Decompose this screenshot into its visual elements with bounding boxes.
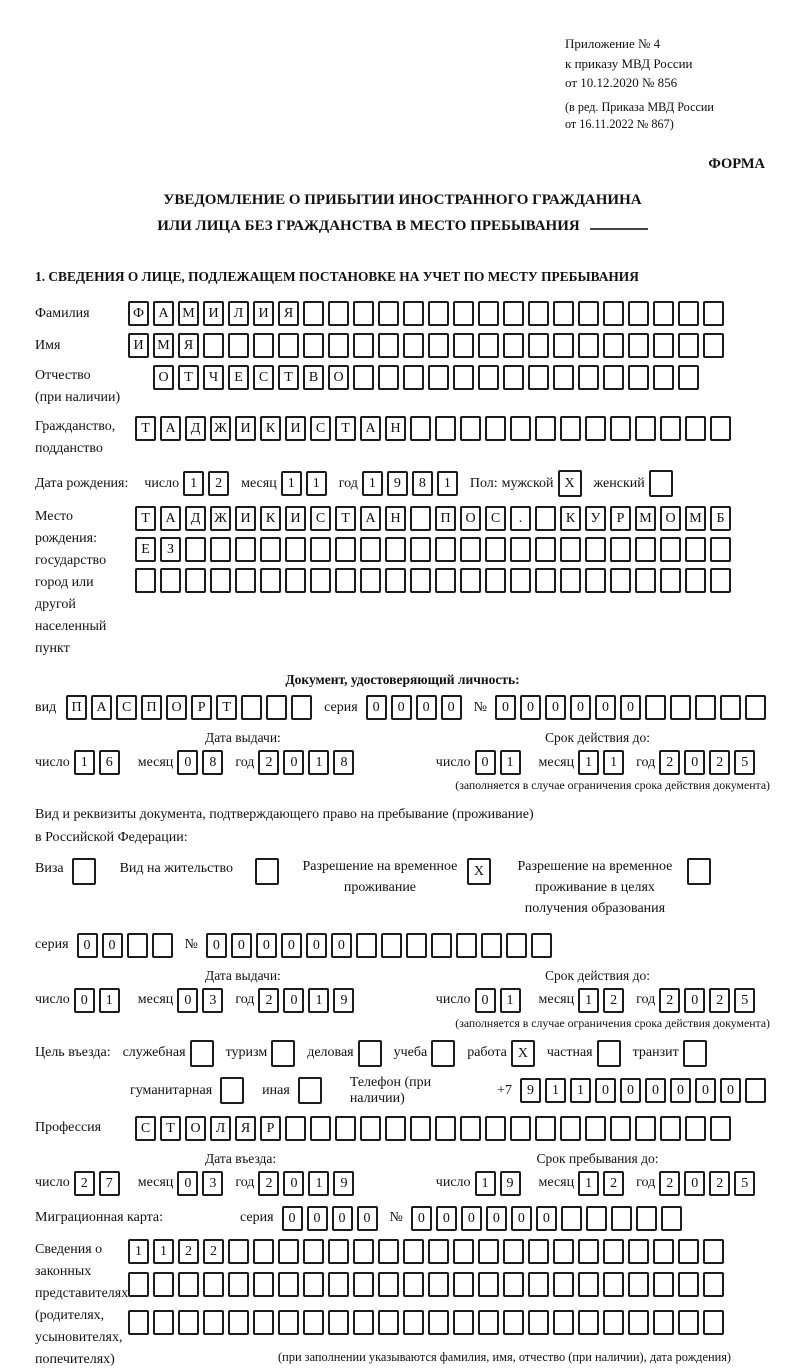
appendix-line: к приказу МВД России: [565, 55, 693, 71]
series-label: серия: [240, 1210, 274, 1226]
field-identity-doc: [35, 695, 770, 720]
option-temp-residence-education-checkbox[interactable]: [687, 858, 715, 885]
birth-place-cells-block: [135, 506, 770, 598]
sex-male-checkbox[interactable]: X: [558, 470, 586, 497]
month-label: месяц: [241, 475, 277, 491]
field-birth-date: [35, 470, 770, 497]
year-label: год: [636, 1175, 656, 1191]
legal-reps-row2[interactable]: [128, 1272, 728, 1297]
option-temp-residence-label: Разрешение на временное проживание: [302, 858, 458, 895]
year-label: год: [235, 1175, 255, 1191]
migration-card-series-cells[interactable]: 0 0 0 0: [282, 1206, 382, 1231]
option-visa-checkbox[interactable]: [72, 858, 100, 885]
legal-reps-footnote: (при заполнении указываются фамилия, имя, отчество (при наличии), дата рождения): [278, 1349, 732, 1364]
stay-doc-series-cells[interactable]: 0 0: [77, 933, 177, 958]
purpose-transit-checkbox[interactable]: [683, 1040, 711, 1067]
stay-doc-valid-day[interactable]: 0 1: [475, 988, 525, 1013]
sex-male-label: мужской: [501, 475, 554, 491]
sex-female-checkbox[interactable]: [649, 470, 677, 497]
surname-label: Фамилия: [35, 305, 90, 321]
legal-reps-row3[interactable]: [128, 1310, 728, 1335]
stay-doc-dates: [35, 968, 770, 1031]
field-citizenship: [35, 416, 770, 460]
birth-place-row3[interactable]: [135, 568, 735, 593]
year-label: год: [235, 754, 255, 770]
valid-until-heading: Срок действия до:: [545, 730, 650, 746]
doc-number-cells[interactable]: 0 0 0 0 0 0: [495, 695, 770, 720]
doc-issue-day[interactable]: 1 6: [74, 750, 124, 775]
birth-year-cells[interactable]: 1 9 8 1: [362, 471, 462, 496]
legal-reps-row1[interactable]: 1 1 2 2: [128, 1239, 728, 1264]
entry-date-heading: Дата въезда:: [205, 1150, 277, 1166]
stay-until-block: [425, 1151, 770, 1196]
profession-label: Профессия: [35, 1120, 102, 1136]
legal-reps-label: Сведения о законных представителях (родителях, усыновителях, попечителях): [35, 1241, 129, 1367]
stay-doc-issue-block: [35, 968, 425, 1031]
purpose-other-label: иная: [262, 1082, 290, 1098]
month-label: месяц: [137, 1175, 174, 1191]
citizenship-cells[interactable]: Т А Д Ж И К И С Т А Н: [135, 416, 735, 441]
given-name-label: Имя: [35, 337, 61, 353]
title-blank-line: [590, 216, 648, 230]
option-residence-permit-checkbox[interactable]: [255, 858, 283, 885]
stay-until-month[interactable]: 1 2: [578, 1171, 628, 1196]
validity-footnote: (заполняется в случае ограничения срока действия документа): [455, 1015, 770, 1030]
validity-footnote: (заполняется в случае ограничения срока действия документа): [455, 778, 770, 793]
surname-cells[interactable]: Ф А М И Л И Я: [128, 301, 728, 326]
birth-day-cells[interactable]: 1 2: [183, 471, 233, 496]
field-patronymic: [35, 365, 770, 409]
edition-line: от 16.11.2022 № 867): [565, 117, 674, 132]
day-label: число: [435, 1175, 471, 1191]
field-surname: [35, 301, 770, 326]
month-label: месяц: [538, 992, 575, 1008]
form-label: ФОРМА: [708, 155, 765, 172]
year-label: год: [338, 475, 358, 491]
number-label: №: [389, 1210, 403, 1226]
form-title-line2: ИЛИ ЛИЦА БЕЗ ГРАЖДАНСТВА В МЕСТО ПРЕБЫВАНИЯ: [157, 218, 580, 235]
entry-dates: [35, 1151, 770, 1196]
migration-card-number-cells[interactable]: 0 0 0 0 0 0: [411, 1206, 686, 1231]
edition-line: (в ред. Приказа МВД России: [565, 99, 714, 114]
valid-until-heading: Срок действия до:: [545, 967, 650, 983]
purpose-official-label: служебная: [122, 1045, 186, 1061]
field-visit-purpose: [35, 1040, 770, 1067]
day-label: число: [35, 1175, 70, 1191]
birth-place-row2[interactable]: Е З: [135, 537, 735, 562]
purpose-work-checkbox[interactable]: X: [511, 1040, 539, 1067]
form-title-line1: УВЕДОМЛЕНИЕ О ПРИБЫТИИ ИНОСТРАННОГО ГРАЖДАНИНА: [163, 191, 642, 208]
phone-label: Телефон (при наличии): [349, 1074, 432, 1106]
doc-kind-cells[interactable]: П А С П О Р Т: [66, 695, 316, 720]
field-legal-reps: [35, 1239, 770, 1371]
purpose-humanitarian-label: гуманитарная: [130, 1082, 213, 1098]
field-visit-purpose-row2: [130, 1075, 770, 1107]
day-label: число: [35, 754, 70, 770]
doc-valid-block: [425, 730, 770, 793]
year-label: год: [636, 754, 656, 770]
purpose-tourism-checkbox[interactable]: [271, 1040, 299, 1067]
purpose-humanitarian-checkbox[interactable]: [220, 1077, 248, 1104]
entry-day[interactable]: 2 7: [74, 1171, 124, 1196]
purpose-private-label: частная: [546, 1045, 593, 1061]
month-label: месяц: [137, 754, 174, 770]
doc-issue-block: [35, 730, 425, 793]
doc-series-cells[interactable]: 0 0 0 0: [366, 695, 466, 720]
entry-date-block: [35, 1151, 425, 1196]
month-label: месяц: [538, 754, 575, 770]
birth-date-label: Дата рождения:: [35, 475, 129, 491]
purpose-transit-label: транзит: [632, 1045, 679, 1061]
stay-until-year[interactable]: 2 0 2 5: [659, 1171, 759, 1196]
stay-doc-issue-year[interactable]: 2 0 1 9: [258, 988, 358, 1013]
series-label: серия: [35, 937, 69, 953]
day-label: число: [435, 754, 471, 770]
patronymic-label: Отчество (при наличии): [35, 368, 121, 406]
section1-heading: 1. СВЕДЕНИЯ О ЛИЦЕ, ПОДЛЕЖАЩЕМ ПОСТАНОВКЕ НА УЧЕТ ПО МЕСТУ ПРЕБЫВАНИЯ: [35, 269, 639, 285]
stay-doc-number-cells[interactable]: 0 0 0 0 0 0: [206, 933, 556, 958]
option-residence-permit-label: Вид на жительство: [119, 860, 233, 876]
field-migration-card: [35, 1206, 770, 1231]
identity-doc-heading: Документ, удостоверяющий личность:: [285, 672, 520, 688]
sex-female-label: женский: [593, 475, 645, 491]
purpose-private-checkbox[interactable]: [597, 1040, 625, 1067]
sex-label: Пол:: [469, 475, 498, 491]
field-stay-doc-number: [35, 933, 770, 958]
purpose-work-label: работа: [467, 1045, 507, 1061]
form-title: [35, 187, 770, 240]
purpose-business-checkbox[interactable]: [358, 1040, 386, 1067]
purpose-study-checkbox[interactable]: [431, 1040, 459, 1067]
doc-valid-day[interactable]: 0 1: [475, 750, 525, 775]
purpose-tourism-label: туризм: [225, 1045, 268, 1061]
entry-month[interactable]: 0 3: [177, 1171, 227, 1196]
stay-doc-issue-day[interactable]: 0 1: [74, 988, 124, 1013]
identity-doc-dates: [35, 730, 770, 793]
field-given-name: [35, 333, 770, 358]
stay-doc-valid-block: [425, 968, 770, 1031]
appendix-line: от 10.12.2020 № 856: [565, 75, 678, 90]
phone-prefix: +7: [497, 1082, 512, 1098]
purpose-study-label: учеба: [393, 1045, 428, 1061]
purpose-other-checkbox[interactable]: [298, 1077, 326, 1104]
phone-cells[interactable]: 9 1 1 0 0 0 0 0 0: [520, 1078, 770, 1103]
option-temp-residence-checkbox[interactable]: X: [467, 858, 495, 885]
birth-place-label: Место рождения: государство город или другой населенный пункт: [35, 509, 107, 657]
birth-month-cells[interactable]: 1 1: [281, 471, 331, 496]
month-label: месяц: [538, 1175, 575, 1191]
field-profession: [35, 1116, 770, 1141]
day-label: число: [35, 992, 70, 1008]
series-label: серия: [324, 699, 358, 715]
given-name-cells[interactable]: И М Я: [128, 333, 728, 358]
purpose-business-label: деловая: [307, 1045, 354, 1061]
option-temp-residence-education-label: Разрешение на временное проживание в целях получения образования: [517, 858, 673, 916]
doc-issue-month[interactable]: 0 8: [177, 750, 227, 775]
right-of-stay-options: [35, 856, 770, 919]
doc-kind-label: вид: [35, 699, 57, 715]
stay-doc-valid-month[interactable]: 1 2: [578, 988, 628, 1013]
visit-purpose-label: Цель въезда:: [35, 1045, 111, 1061]
stay-doc-valid-year[interactable]: 2 0 2 5: [659, 988, 759, 1013]
field-birth-place: [35, 506, 770, 660]
issue-date-heading: Дата выдачи:: [205, 967, 281, 983]
month-label: месяц: [137, 992, 174, 1008]
day-label: число: [435, 992, 471, 1008]
legal-reps-cells-block: [128, 1239, 770, 1365]
profession-cells[interactable]: С Т О Л Я Р: [135, 1116, 735, 1141]
appendix-block: [565, 34, 765, 134]
right-of-stay-intro: Вид и реквизиты документа, подтверждающего право на пребывание (проживание) в Российской Федерации:: [35, 807, 534, 846]
year-label: год: [235, 992, 255, 1008]
purpose-official-checkbox[interactable]: [190, 1040, 218, 1067]
year-label: год: [636, 992, 656, 1008]
doc-issue-year[interactable]: 2 0 1 8: [258, 750, 358, 775]
migration-card-label: Миграционная карта:: [35, 1210, 164, 1226]
option-visa-label: Виза: [35, 860, 64, 876]
birth-place-row1[interactable]: Т А Д Ж И К И С Т А Н П О С . К У Р М О М Б: [135, 506, 735, 531]
citizenship-label: Гражданство, подданство: [35, 419, 116, 457]
stay-until-day[interactable]: 1 9: [475, 1171, 525, 1196]
issue-date-heading: Дата выдачи:: [205, 730, 281, 746]
day-label: число: [144, 475, 180, 491]
doc-valid-month[interactable]: 1 1: [578, 750, 628, 775]
appendix-line: Приложение № 4: [565, 36, 661, 51]
doc-valid-year[interactable]: 2 0 2 5: [659, 750, 759, 775]
number-label: №: [184, 937, 198, 953]
stay-doc-issue-month[interactable]: 0 3: [177, 988, 227, 1013]
entry-year[interactable]: 2 0 1 9: [258, 1171, 358, 1196]
patronymic-cells[interactable]: О Т Ч Е С Т В О: [153, 365, 703, 390]
number-label: №: [473, 699, 487, 715]
stay-until-heading: Срок пребывания до:: [536, 1150, 659, 1166]
